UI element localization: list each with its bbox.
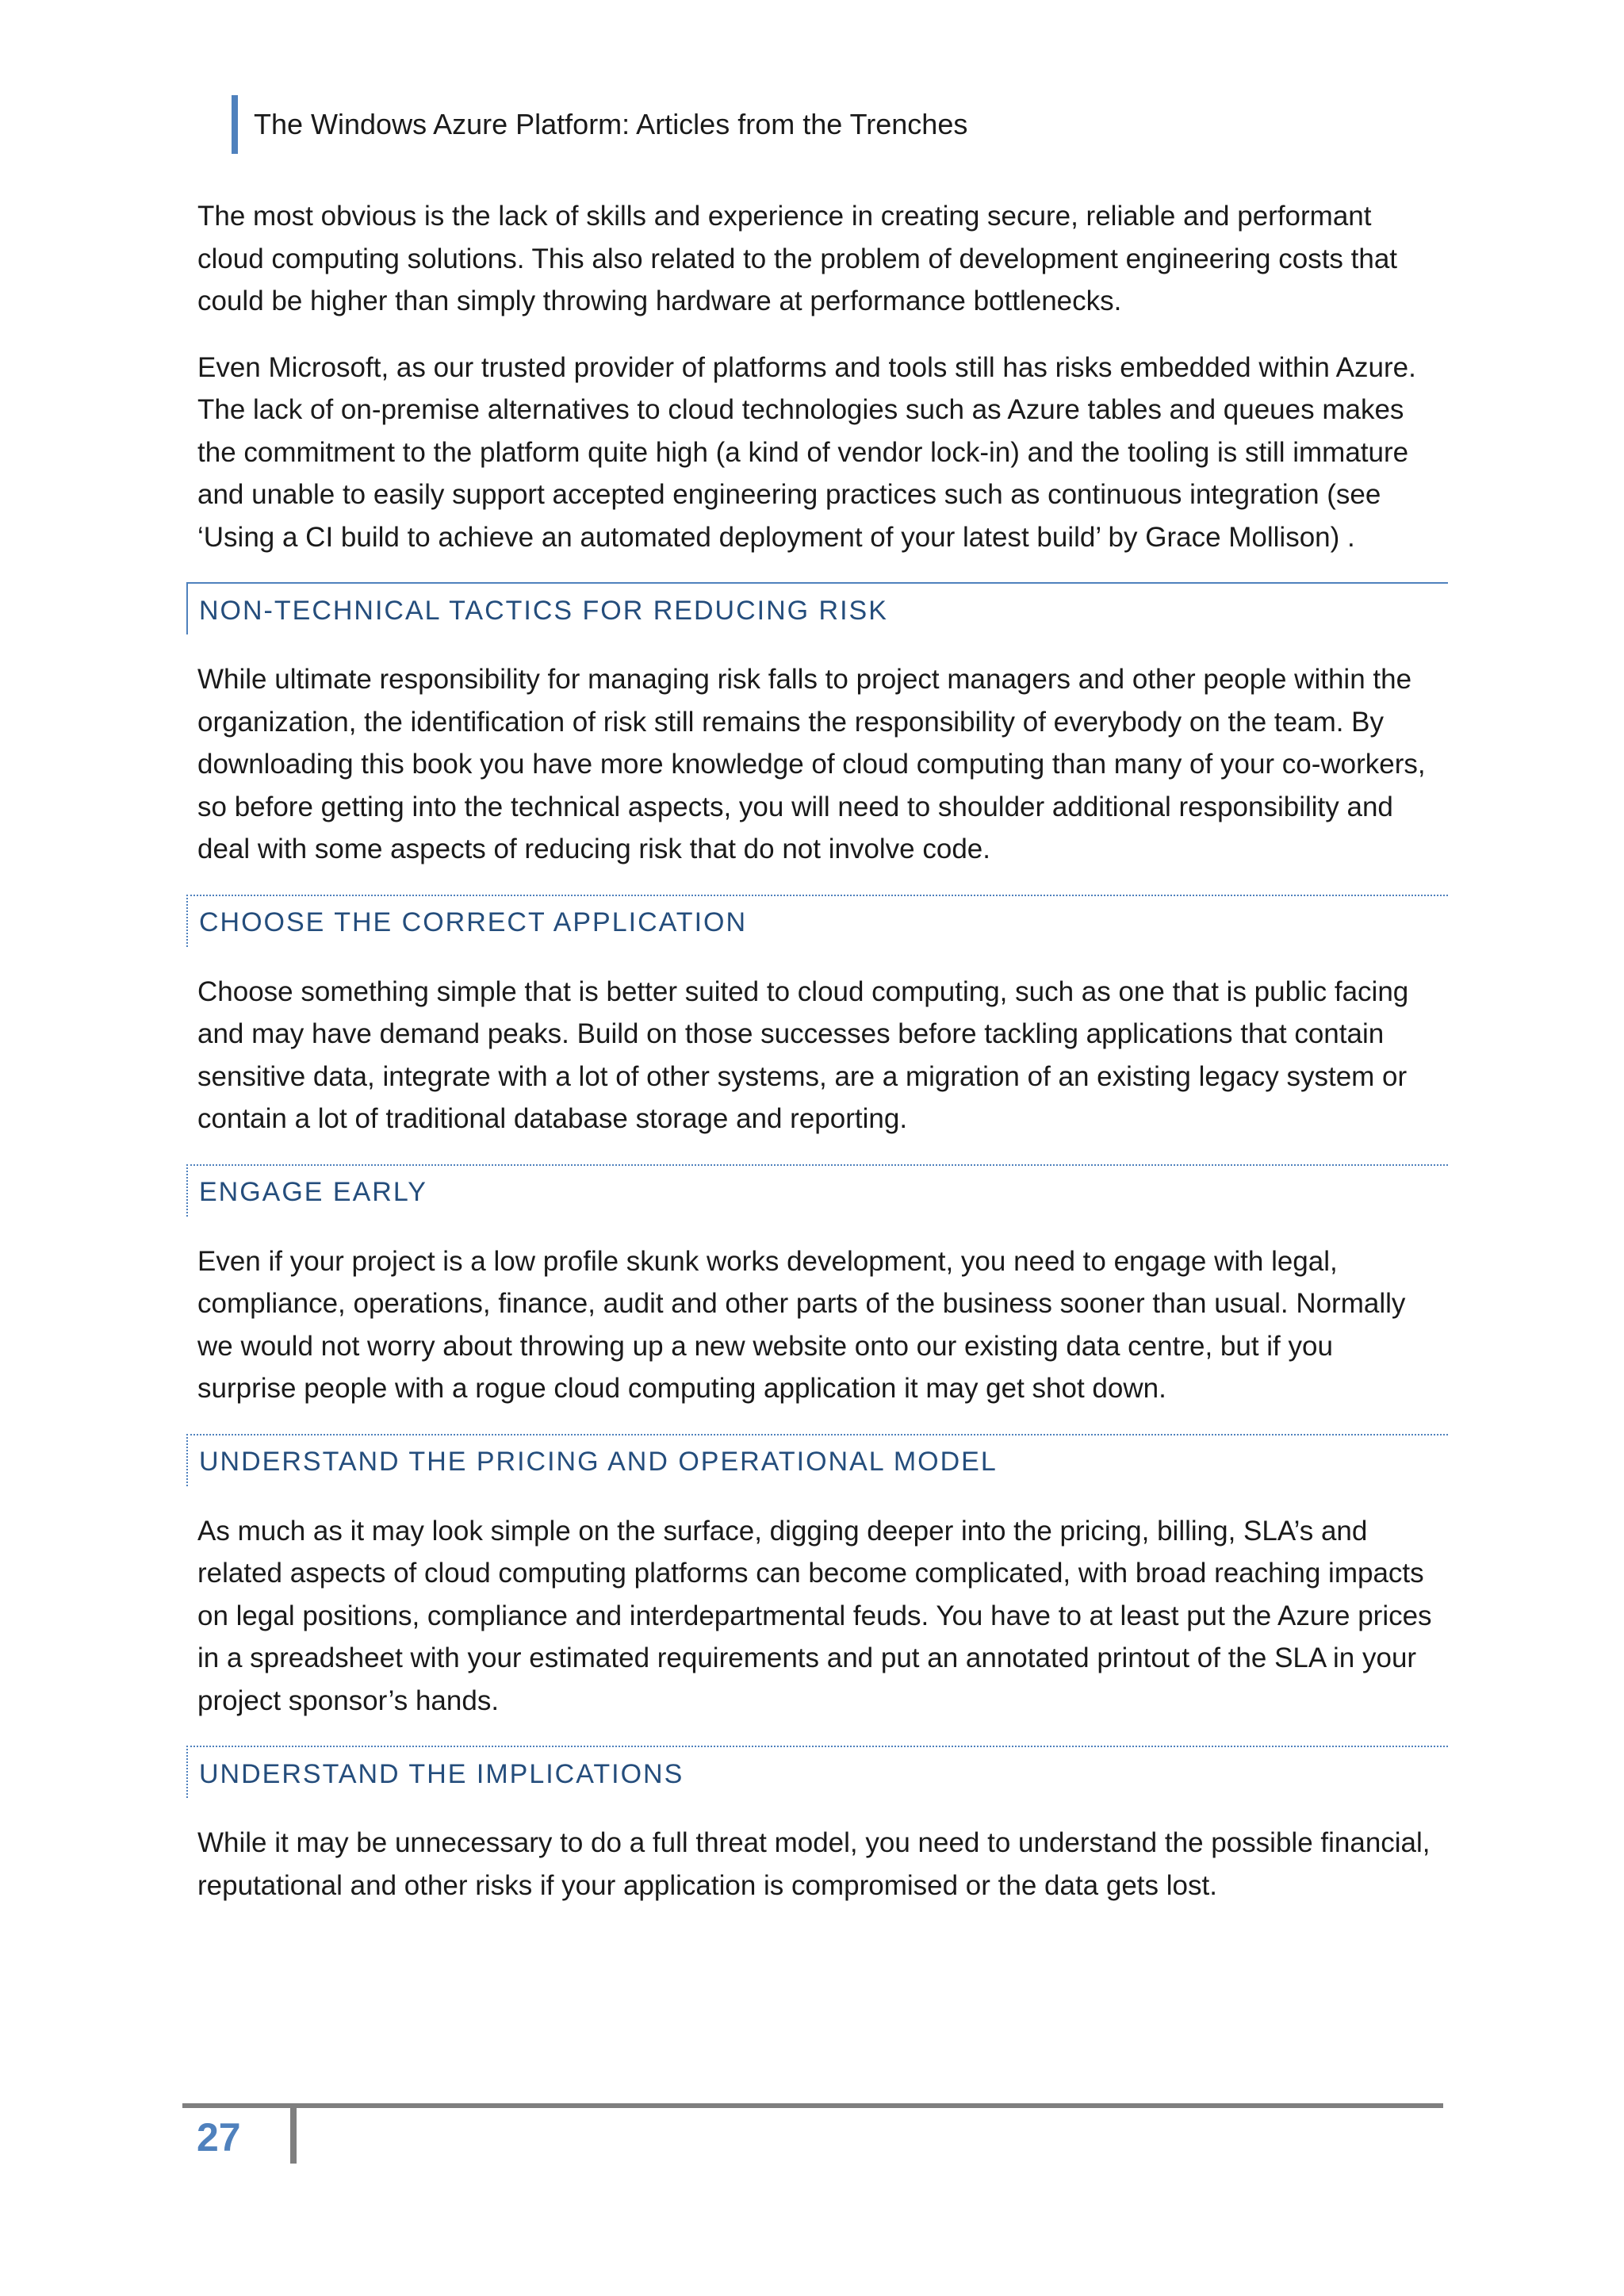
section-heading-implications: UNDERSTAND THE IMPLICATIONS xyxy=(186,1746,1448,1798)
section-body-non-technical-tactics: While ultimate responsibility for managing risk falls to project managers and other people within the organization, the identification of risk still remains the responsibility of everybody on the team. By downloading this book you have more knowledge of cloud computing than many of your co-workers, so before getting into the technical aspects, you will need to shoulder additional responsibility and deal with some aspects of reducing risk that do not involve code. xyxy=(197,664,1426,864)
section-heading-pricing-model: UNDERSTAND THE PRICING AND OPERATIONAL MODEL xyxy=(186,1434,1448,1486)
footer-rule xyxy=(182,2103,1443,2108)
running-header xyxy=(232,95,967,154)
page-number: 27 xyxy=(197,2115,241,2160)
section-heading-non-technical-tactics: NON-TECHNICAL TACTICS FOR REDUCING RISK xyxy=(186,582,1448,634)
intro-paragraph-1: The most obvious is the lack of skills and experience in creating secure, reliable and performant cloud computing solutions. This also related to the problem of development engineering costs that could be higher than simply throwing hardware at performance bottlenecks. xyxy=(197,201,1398,316)
section-heading-choose-application: CHOOSE THE CORRECT APPLICATION xyxy=(186,895,1448,947)
section-body-engage-early: Even if your project is a low profile skunk works development, you need to engage with legal, compliance, operations, finance, audit and other parts of the business sooner than usual. Normally we would not worry about throwing up a new website onto our existing data centre, but if you surprise people with a rogue cloud computing application it may get shot down. xyxy=(197,1245,1406,1404)
intro-paragraph-2: Even Microsoft, as our trusted provider of platforms and tools still has risks embedded within Azure. The lack of on-premise alternatives to cloud technologies such as Azure tables and queues makes the commitment to the platform quite high (a kind of vendor lock-in) and the tooling is still immature and unable to easily support accepted engineering practices such as continuous integration (see ‘Using a CI build to achieve an automated deployment of your latest build’ by Grace Mollison) . xyxy=(197,351,1416,553)
section-body-implications: While it may be unnecessary to do a full threat model, you need to understand the possible financial, reputational and other risks if your application is compromised or the data gets lost. xyxy=(197,1827,1431,1901)
section-body-pricing-model: As much as it may look simple on the surface, digging deeper into the pricing, billing, SLA’s and related aspects of cloud computing platforms can become complicated, with broad reaching impacts on legal positions, compliance and interdepartmental feuds. You have to at least put the Azure prices in a spreadsheet with your estimated requirements and put an annotated printout of the SLA in your project sponsor’s hands. xyxy=(197,1515,1432,1716)
section-body-choose-application: Choose something simple that is better suited to cloud computing, such as one that is public facing and may have demand peaks. Build on those successes before tackling applications that contain sensitive data, integrate with a lot of other systems, are a migration of an existing legacy system or contain a lot of traditional database storage and reporting. xyxy=(197,976,1409,1134)
running-header-title: The Windows Azure Platform: Articles from the Trenches xyxy=(254,108,968,140)
page-content xyxy=(197,195,1434,1930)
section-heading-engage-early: ENGAGE EARLY xyxy=(186,1164,1448,1217)
footer-divider xyxy=(290,2108,297,2164)
